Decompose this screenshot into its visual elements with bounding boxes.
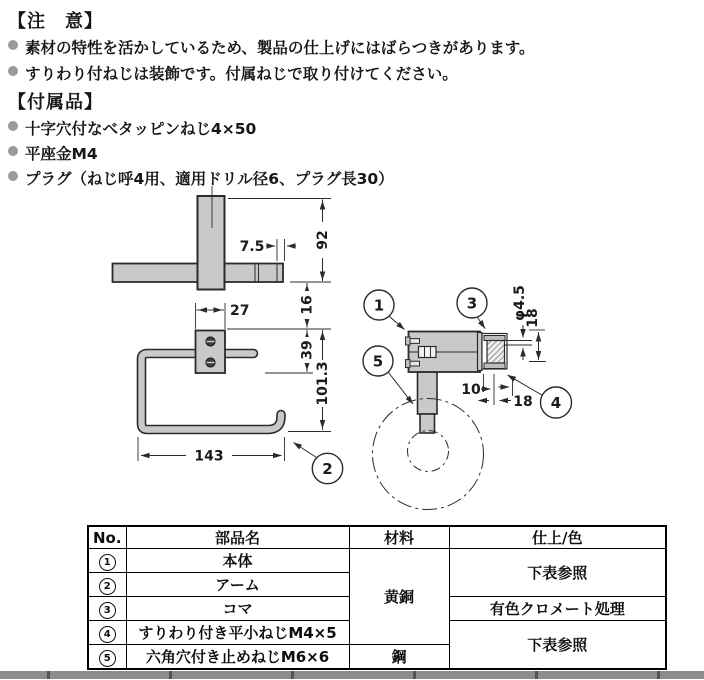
accessories-heading: 【付属品】: [8, 92, 103, 113]
dim-plate-height: 39: [299, 340, 316, 360]
dim-tip-width: 7.5: [239, 239, 265, 255]
circled-number: 2: [99, 578, 116, 595]
part-name: 六角穴付き止めねじM6×6: [126, 645, 349, 670]
circled-number: 1: [99, 554, 116, 571]
bottom-divider-bar: [0, 671, 704, 679]
finish-chromate: 有色クロメート処理: [449, 597, 666, 621]
part-name: すりわり付き平小ねじM4×5: [126, 621, 349, 645]
paper-roll-core: [408, 431, 449, 472]
part-name: 本体: [126, 549, 349, 573]
dim-cap-width: 18: [513, 394, 533, 410]
circled-number: 4: [99, 626, 116, 643]
dim-pin-dia: φ4.5: [512, 285, 528, 321]
arm-view: [138, 303, 331, 461]
part-name: アーム: [126, 573, 349, 597]
circled-number: 5: [99, 650, 116, 667]
table-row: [88, 549, 666, 573]
callout-2: 2: [322, 460, 333, 478]
material-brass: 黄銅: [349, 549, 449, 645]
col-header-part-name: 部品名: [126, 526, 349, 549]
notice-heading: 【注 意】: [8, 11, 103, 32]
row-no: [88, 645, 126, 670]
accessory-item-text: プラグ（ねじ呼4用、適用ドリル径6、プラグ長30）: [25, 170, 394, 188]
front-view: [113, 186, 332, 328]
notice-item-text: 素材の特性を活かしているため、製品の仕上げにはばらつきがあります。: [25, 39, 535, 57]
callout-4: 4: [550, 394, 562, 412]
circled-number: 3: [99, 602, 116, 619]
dim-cap-inset: 10: [461, 382, 481, 398]
table-header-row: [88, 526, 666, 549]
row-no: [88, 597, 126, 621]
col-header-no: No.: [88, 526, 126, 549]
part-name: コマ: [126, 597, 349, 621]
accessory-item-text: 平座金M4: [25, 145, 98, 163]
accessory-item-text: 十字穴付なべタッピンねじ4×50: [25, 120, 257, 138]
callout-5: 5: [372, 352, 384, 371]
col-header-material: 材料: [349, 526, 449, 549]
dim-arm-width: 143: [194, 448, 224, 465]
parts-table: [87, 525, 667, 670]
row-no: [88, 573, 126, 597]
col-header-finish: 仕上/色: [449, 526, 666, 549]
callout-1: 1: [373, 296, 385, 315]
dim-bar-offset: 16: [299, 295, 316, 315]
dim-arm-height: 101.3: [315, 361, 331, 406]
dim-height-total: 92: [315, 230, 331, 250]
finish-see-below-top: 下表参照: [449, 549, 666, 597]
material-steel: 鋼: [349, 645, 449, 670]
row-no: [88, 621, 126, 645]
finish-see-below-bottom: 下表参照: [449, 621, 666, 670]
dim-plate-width: 27: [230, 303, 250, 319]
callout-3: 3: [466, 294, 478, 313]
dim-pin-height: 18: [525, 308, 541, 328]
notice-item-text: すりわり付ねじは装飾です。付属ねじで取り付けてください。: [25, 65, 458, 83]
row-no: [88, 549, 126, 573]
side-view: [373, 325, 547, 510]
